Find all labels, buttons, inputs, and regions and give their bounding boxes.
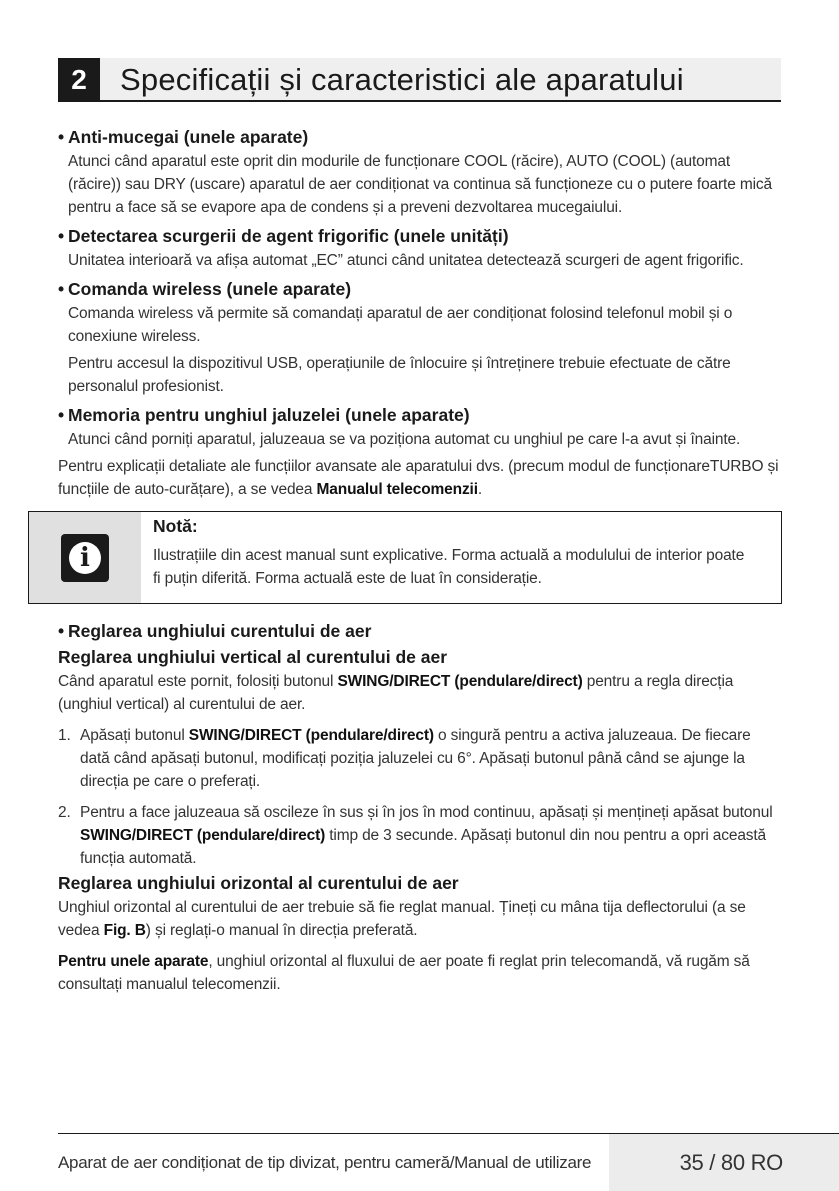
vertical-airflow-title: Reglarea unghiului vertical al curentului de aer	[58, 647, 447, 667]
airflow-title: • Reglarea unghiului curentului de aer	[58, 621, 372, 641]
chapter-title: Specificații și caracteristici ale aparatului	[120, 62, 684, 97]
note-text: Ilustrațiile din acest manual sunt explicative. Forma actuală a modulului de interior poate fi puțin diferită. Forma actuală este de luat în considerație.	[153, 547, 745, 587]
feature-paragraph: Unitatea interioară va afișa automat „EC” atunci când unitatea detectează scurgeri de agent frigorific.	[68, 252, 744, 269]
chapter-number: 2	[58, 58, 100, 102]
list-item: 2. Pentru a face jaluzeaua să oscileze în sus și în jos în mod continuu, apăsați și mențineți apăsat butonul SWING/DIRECT (pendulare/direct) timp de 3 secunde. Apăsați butonul din nou pentru a opri această funcția automată.	[58, 804, 773, 867]
feature-paragraph: Pentru accesul la dispozitivul USB, operațiunile de înlocuire și întreținere trebuie efectuate de către personalul profesionist.	[68, 355, 731, 395]
feature-paragraph: Comanda wireless vă permite să comandați aparatul de aer condiționat folosind telefonul mobil și o conexiune wireless.	[68, 305, 733, 345]
info-icon: i	[61, 534, 109, 582]
footer-divider	[58, 1133, 839, 1134]
explain-paragraph: Pentru explicații detaliate ale funcțiilor avansate ale aparatului dvs. (precum modul de funcționareTURBO și funcțiile de auto-curățare), a se vedea Manualul telecomenzii.	[58, 458, 779, 498]
remote-manual-reference: Manualul telecomenzii	[316, 481, 478, 498]
page-number: 35 / 80 RO	[679, 1150, 783, 1175]
chapter-header	[58, 58, 781, 102]
feature-paragraph: Atunci când aparatul este oprit din modurile de funcționare COOL (răcire), AUTO (COOL) (automat (răcire)) sau DRY (uscare) aparatul de aer condiționat va continua să funcționeze cu o putere foarte mică pentru a face să se evapore apa de condens și a preveni dezvoltarea mucegaiului.	[68, 153, 772, 216]
horizontal-airflow-title: Reglarea unghiului orizontal al curentului de aer	[58, 873, 459, 893]
feature-title: • Memoria pentru unghiul jaluzelei (unele aparate)	[58, 405, 470, 425]
feature-paragraph: Atunci când porniți aparatul, jaluzeaua se va poziționa automat cu unghiul pe care l-a avut și înainte.	[68, 431, 741, 448]
footer-title: Aparat de aer condiționat de tip divizat, pentru cameră/Manual de utilizare	[58, 1153, 592, 1172]
vertical-intro: Când aparatul este pornit, folosiți butonul SWING/DIRECT (pendulare/direct) pentru a regla direcția (unghiul vertical) al curentului de aer.	[58, 673, 734, 713]
feature-title: • Detectarea scurgerii de agent frigorific (unele unități)	[58, 226, 509, 246]
page-content	[58, 124, 784, 996]
note-box	[28, 511, 782, 604]
note-title: Notă:	[153, 516, 198, 536]
list-item: 1. Apăsați butonul SWING/DIRECT (pendulare/direct) o singură pentru a activa jaluzeaua. De fiecare dată când apăsați butonul, modificați poziția jaluzelei cu 6°. Apăsați butonul până când se ajunge la direcția pe care o preferați.	[58, 727, 751, 790]
horizontal-paragraph: Unghiul orizontal al curentului de aer trebuie să fie reglat manual. Țineți cu mâna tija deflectorului (a se vedea Fig. B) și reglați-o manual în direcția preferată.	[58, 899, 746, 939]
feature-title: • Anti-mucegai (unele aparate)	[58, 127, 309, 147]
feature-title: • Comanda wireless (unele aparate)	[58, 279, 352, 299]
some-units-paragraph: Pentru unele aparate, unghiul orizontal al fluxului de aer poate fi reglat prin telecomandă, vă rugăm să consultați manualul telecomenzii.	[58, 953, 750, 993]
